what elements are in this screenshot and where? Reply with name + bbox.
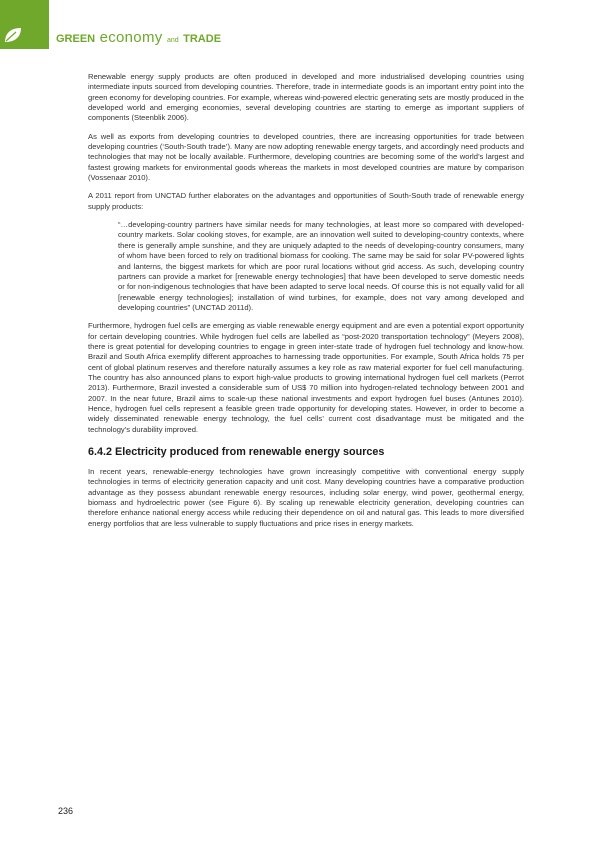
page-body bbox=[88, 72, 524, 537]
brand-green-word: GREEN bbox=[56, 33, 96, 45]
leaf-icon bbox=[3, 26, 23, 44]
brand-trade-word: TRADE bbox=[183, 33, 222, 45]
block-quote-unctad: “…developing-country partners have similar needs for many technologies, at least more so compared with developed-country markets. Solar cooking stoves, for example, are an innovation well suited to developing-country contexts, where there is generally ample sunshine, and they are uniquely adapted to the needs of developing-country consumers, many of whom have been forced to rely on traditional biomass for cooking. The same may be said for solar PV-powered lights and lanterns, the biggest markets for which are poor rural locations without grid access. As such, developing country partners can provide a market for [renewable energy technologies] that have been developed to serve domestic needs or for non-indigenous technologies that have been adapted to serve local needs. Of course this is not equally valid for all [renewable energy technologies]; installation of wind turbines, for example, does not vary among developed and developing countries” (UNCTAD 2011d). bbox=[118, 220, 524, 312]
publication-brand bbox=[56, 30, 221, 46]
paragraph-hydrogen-fuel-cells: Furthermore, hydrogen fuel cells are emerging as viable renewable energy equipment and are even a potential export opportunity for certain developing countries. While hydrogen fuel cells are labelled as “post-2020 transportation technology” (Meyers 2008), there is great potential for developing countries to engage in green inter-state trade of hydrogen fuel technology and know-how. Brazil and South Africa exemplify different approaches to harnessing trade opportunities. For example, South Africa holds 75 per cent of global platinum reserves and therefore naturally assumes a key role as raw material exporter for fuel cell manufacturing. The country has also announced plans to export high-value products to growing international hydrogen fuel cell markets (Perrot 2013). Furthermore, Brazil invested a considerable sum of US$ 70 million into hydrogen-related technology between 2001 and 2007. In the near future, Brazil aims to scale-up these national investments and export hydrogen fuel buses (Antunes 2010). Hence, hydrogen fuel cells represent a feasible green trade opportunity for developing states. However, in order to become a widely disseminated renewable energy technology, the fuel cells’ current cost disadvantage must be mitigated and the technology’s durability improved. bbox=[88, 321, 524, 434]
paragraph-intermediate-inputs: Renewable energy supply products are often produced in developed and more industrialised developing countries using intermediate inputs sourced from developing countries. Therefore, trade in intermediate goods is an important entry point into the green economy for developing countries. For example, whereas wind-powered electric generating sets are mostly produced in the developed world and emerging economies, several developing countries are starting to emerge as important suppliers of components (Steenblik 2006). bbox=[88, 72, 524, 123]
section-heading: 6.4.2 Electricity produced from renewable energy sources bbox=[88, 446, 385, 458]
header-corner-block bbox=[0, 0, 49, 49]
page-number: 236 bbox=[58, 806, 74, 816]
brand-and-word: and bbox=[167, 37, 179, 44]
paragraph-unctad-report: A 2011 report from UNCTAD further elaborates on the advantages and opportunities of South-South trade of renewable energy supply products: bbox=[88, 191, 524, 211]
page-header bbox=[0, 0, 595, 50]
brand-economy-word: economy bbox=[99, 29, 163, 46]
paragraph-south-south-trade: As well as exports from developing countries to developed countries, there are increasing opportunities for trade between developing countries (‘South-South trade’). Many are now adopting renewable energy targets, and accordingly need products and technologies that may not be locally available. Furthermore, developing countries are becoming some of the world’s largest and fastest growing markets for environmental goods whereas the markets in most developed countries are mature by comparison (Vossenaar 2010). bbox=[88, 131, 524, 183]
paragraph-renewable-electricity: In recent years, renewable-energy technologies have grown increasingly competitive with conventional energy supply technologies in terms of electricity generation capacity and unit cost. Many developing countries have a comparative production advantage as they possess abundant renewable energy resources, including solar energy, wind power, geothermal energy, biomass and hydroelectric power (see Figure 6). By scaling up renewable electricity generation, developing countries can therefore enhance national energy access while reducing their dependence on oil and natural gas. This leads to more diversified energy portfolios that are less vulnerable to supply fluctuations and price rises in energy markets. bbox=[88, 467, 524, 528]
